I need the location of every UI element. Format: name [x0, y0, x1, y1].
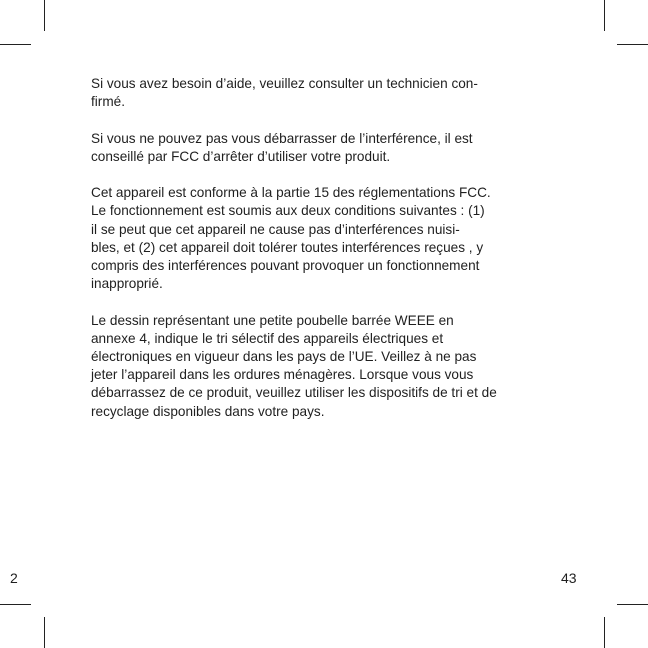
- paragraph-fcc-compliance: [91, 184, 571, 293]
- text-line: recyclage disponibles dans votre pays.: [91, 403, 325, 419]
- text-line: jeter l’appareil dans les ordures ménagères. Lorsque vous vous: [91, 367, 474, 383]
- text-line: inapproprié.: [91, 276, 163, 292]
- crop-mark-bottom-right-horizontal: [617, 604, 648, 605]
- left-page-number-fragment: 2: [10, 570, 18, 586]
- crop-mark-top-right-horizontal: [617, 44, 648, 45]
- page-number: 43: [561, 570, 577, 586]
- text-line: Si vous avez besoin d’aide, veuillez consulter un technicien con-: [91, 76, 478, 91]
- text-line: annexe 4, indique le tri sélectif des appareils électriques et: [91, 330, 444, 346]
- crop-mark-top-left-vertical: [44, 0, 45, 31]
- text-line: compris des interférences pouvant provoquer un fonctionnement: [91, 258, 480, 273]
- text-line: Le fonctionnement est soumis aux deux conditions suivantes : (1): [91, 203, 485, 219]
- text-line: il se peut que cet appareil ne cause pas d’interférences nuisi-: [91, 221, 460, 237]
- crop-mark-top-right-vertical: [604, 0, 605, 31]
- crop-mark-bottom-left-vertical: [44, 617, 45, 648]
- paragraph-help: [91, 75, 571, 111]
- paragraph-weee: [91, 312, 571, 421]
- text-line: débarrassez de ce produit, veuillez utiliser les dispositifs de tri et de: [91, 385, 497, 401]
- body-text: [91, 75, 571, 439]
- crop-mark-top-left-horizontal: [0, 44, 31, 45]
- crop-mark-bottom-right-vertical: [604, 617, 605, 648]
- text-line: électroniques en vigueur dans les pays de l’UE. Veillez à ne pas: [91, 349, 477, 364]
- text-line: bles, et (2) cet appareil doit tolérer toutes interférences reçues , y: [91, 239, 484, 255]
- text-line: conseillé par FCC d’arrêter d’utiliser votre produit.: [91, 148, 391, 164]
- text-line: Si vous ne pouvez pas vous débarrasser de l’interférence, il est: [91, 130, 473, 146]
- text-line: Le dessin représentant une petite poubelle barrée WEEE en: [91, 312, 454, 328]
- paragraph-fcc-advice: [91, 130, 571, 166]
- crop-mark-bottom-left-horizontal: [0, 604, 31, 605]
- text-line: firmé.: [91, 94, 125, 110]
- text-line: Cet appareil est conforme à la partie 15 des réglementations FCC.: [91, 185, 491, 201]
